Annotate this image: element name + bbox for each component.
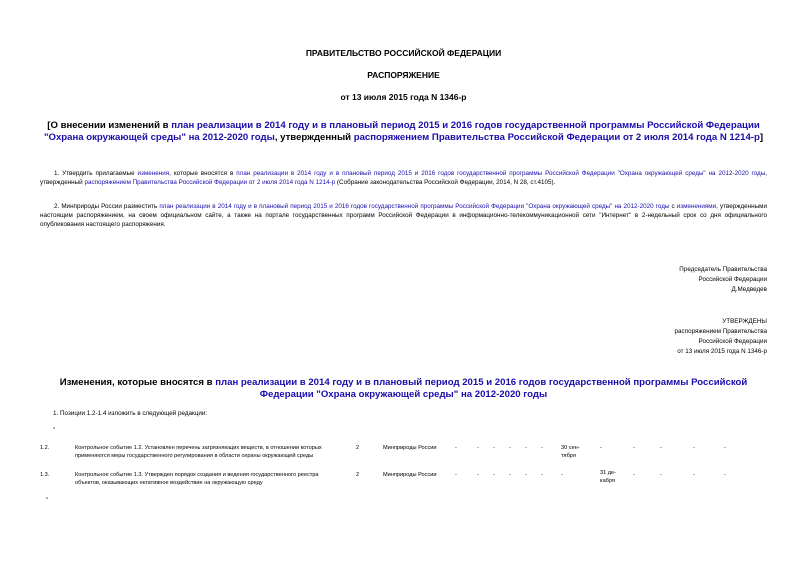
row-dash: - [455,445,457,451]
row-number: 1.2. [40,445,50,451]
row-dash: - [633,472,635,478]
row-date: 30 сен-тября [561,445,580,459]
title-decree-link[interactable]: распоряжением Правительства Российской Федерации от 2 июля 2014 года N 1214-р [353,132,760,143]
row-agency: Минприроды России [383,445,437,451]
p2-text-3: , утвержденными настоящим распоряжением, на своем официальном сайте, а также на портале государственных программ Российской Федерации в информационно-телекоммуникационной сети "Интернет" в 2-недельный срок со дня официального опубликования настоящего распоряжения. [40,203,767,228]
p2-text-1: 2. Минприроды России разместить [54,203,160,210]
title-middle: , утвержденный [274,132,354,143]
row-dash: - [493,445,495,451]
p1-text-4: (Собрание законодательства Российской Федерации, 2014, N 28, ст.4105). [335,178,556,186]
row-dash: - [525,445,527,451]
title-suffix: ] [759,132,764,143]
row-dash: - [541,445,543,451]
quote-open: " [53,428,56,434]
row-dash: - [477,472,479,478]
p1-text-2: , которые вносятся в [169,170,237,177]
row-dash: - [600,445,602,451]
title-plan-link[interactable]: план реализации в 2014 году и в плановый период 2015 и 2016 годов государственной программы Российской Федерации "Охрана окружающей среды" на 2012-2020 годы [43,120,760,143]
row-dash: - [509,472,511,478]
paragraph-2 [40,203,767,229]
row-dash: - [693,445,695,451]
p2-changes-link[interactable]: изменениями [676,203,717,210]
p1-plan-link[interactable]: план реализации в 2014 году и в плановый период 2015 и 2016 годов государственной программы Российской Федерации "Охрана окружающей среды" на 2012-2020 годы [236,170,766,177]
title-prefix: [О внесении изменений в [47,120,172,131]
row-dash: - [660,445,662,451]
row-dash: - [455,472,457,478]
government-heading: ПРАВИТЕЛЬСТВО РОССИЙСКОЙ ФЕДЕРАЦИИ [305,48,502,58]
p2-plan-link[interactable]: план реализации в 2014 году и в плановый период 2015 и 2016 годов государственной программы Российской Федерации "Охрана окружающей среды" на 2012-2020 годы [159,203,670,210]
row-dash: - [693,472,695,478]
row-dash: - [509,445,511,451]
approved-date: от 13 июля 2015 года N 1346-р [677,348,767,355]
document-title [40,120,767,144]
p1-decree-link[interactable]: распоряжением Правительства Российской Федерации от 2 июля 2014 года N 1214-р [84,178,336,186]
row-dash: - [724,472,726,478]
paragraph-1 [40,170,767,188]
signature-position: Председатель Правительства [679,266,767,273]
signature-block [567,265,767,295]
row-description: Контрольное событие 1.2. Установлен перечень загрязняющих веществ, в отношении которых применяются меры государственного регулирования в области охраны окружающей среды [75,445,322,459]
document-date-number: от 13 июля 2015 года N 1346-р [340,92,467,102]
approved-by: распоряжением Правительства [674,328,767,335]
p1-text-1: 1. Утвердить прилагаемые [54,170,138,177]
row-date: 31 де-кабря [600,470,617,484]
row-agency: Минприроды России [383,472,437,478]
item-1-instruction: 1. Позиции 1.2-1.4 изложить в следующей редакции: [53,410,208,417]
row-dash: - [633,445,635,451]
changes-plan-link[interactable]: план реализации в 2014 году и в плановый период 2015 и 2016 годов государственной программы Российской Федерации "Охрана окружающей среды" на 2012-2020 годы [215,377,748,400]
row-dash: - [724,445,726,451]
row-dash: - [561,472,563,478]
quote-close: " [46,498,49,504]
row-dash: - [541,472,543,478]
signature-country: Российской Федерации [698,276,767,283]
approved-label: УТВЕРЖДЕНЫ [722,318,767,325]
changes-title-prefix: Изменения, которые вносятся в [59,377,216,388]
p1-text-3: , утвержденный [40,170,767,186]
changes-title [40,377,767,401]
approved-country: Российской Федерации [698,338,767,345]
p1-changes-link[interactable]: изменения [137,170,170,177]
row-dash: - [525,472,527,478]
row-dash: - [493,472,495,478]
row-dash: - [660,472,662,478]
row-col2: 2 [356,472,360,478]
row-dash: - [477,445,479,451]
row-col2: 2 [356,445,360,451]
p2-text-2: с [669,203,677,210]
document-type-heading: РАСПОРЯЖЕНИЕ [367,70,440,80]
approval-block [567,317,767,357]
row-number: 1.3. [40,472,50,478]
row-description: Контрольное событие 1.3. Утвержден порядок создания и ведения государственного реестра объектов, оказывающих негативное воздействие на окружающую среду [75,472,319,486]
signature-name: Д.Медведев [731,286,767,293]
